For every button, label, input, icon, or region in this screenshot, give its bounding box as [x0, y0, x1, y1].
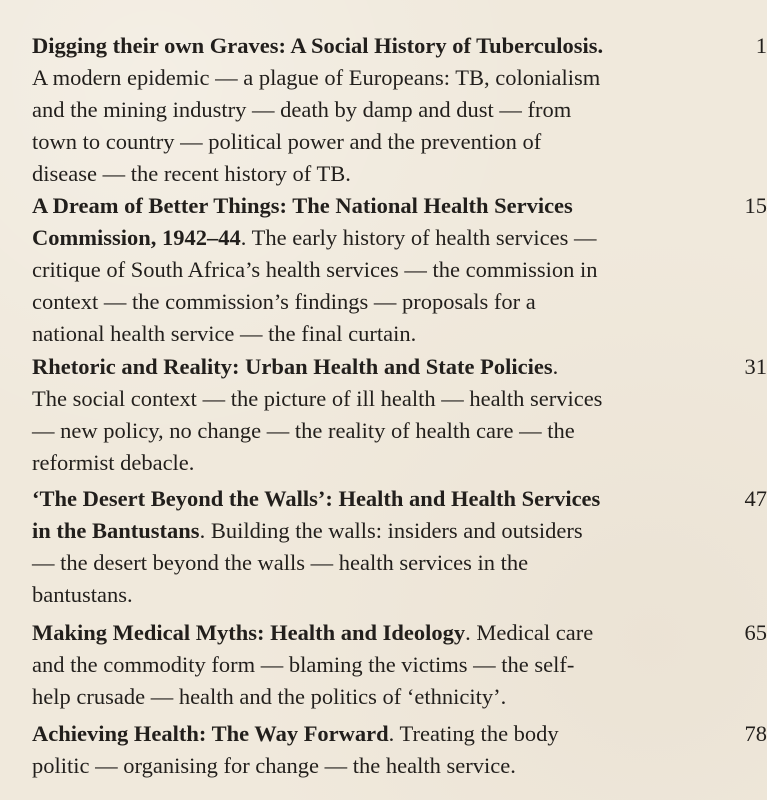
page-number: 15 — [744, 193, 767, 218]
entry-text: . The early history of health services — — [240, 225, 597, 250]
entry-text: critique of South Africa’s health services — the commission in — [32, 257, 598, 282]
toc-entry — [32, 351, 767, 479]
entry-line — [32, 222, 732, 254]
page-number: 1 — [755, 33, 767, 58]
entry-line — [32, 158, 732, 190]
toc-entry — [32, 190, 767, 350]
entry-text: — new policy, no change — the reality of health care — the — [32, 418, 575, 443]
entry-text: and the mining industry — death by damp and dust — from — [32, 97, 572, 122]
entry-text: . Medical care — [465, 620, 594, 645]
entry-line — [32, 254, 732, 286]
toc-entry — [32, 617, 767, 713]
entry-text: . Treating the body — [388, 721, 559, 746]
entry-text: context — the commission’s findings — proposals for a — [32, 289, 536, 314]
entry-line — [32, 750, 732, 782]
entry-line — [32, 94, 732, 126]
entry-text: town to country — political power and the prevention of — [32, 129, 542, 154]
page-number: 31 — [744, 354, 767, 379]
page-number: 47 — [744, 486, 767, 511]
toc-entry — [32, 718, 767, 782]
entry-text: national health service — the final curtain. — [32, 321, 417, 346]
entry-title: A Dream of Better Things: The National Health Services — [32, 193, 573, 218]
entry-line — [32, 681, 732, 713]
entry-title: Achieving Health: The Way Forward — [32, 721, 389, 746]
entry-line — [32, 351, 732, 383]
entry-line — [32, 649, 732, 681]
entry-text: A modern epidemic — a plague of Europeans: TB, colonialism — [32, 65, 601, 90]
entry-text: reformist debacle. — [32, 450, 195, 475]
entry-line — [32, 515, 732, 547]
entry-text: and the commodity form — blaming the victims — the self- — [32, 652, 575, 677]
entry-line — [32, 579, 732, 611]
entry-text: — the desert beyond the walls — health services in the — [32, 550, 529, 575]
entry-text: disease — the recent history of TB. — [32, 161, 351, 186]
entry-text: . Building the walls: insiders and outsiders — [199, 518, 583, 543]
entry-line — [32, 483, 732, 515]
entry-title: ‘The Desert Beyond the Walls’: Health and Health Services — [32, 486, 601, 511]
entry-text: . — [552, 354, 559, 379]
entry-line — [32, 286, 732, 318]
entry-title: Commission, 1942–44 — [32, 225, 241, 250]
page-number: 78 — [744, 721, 767, 746]
toc-entry — [32, 483, 767, 611]
entry-text: help crusade — health and the politics of ‘ethnicity’. — [32, 684, 507, 709]
page-number: 65 — [744, 620, 767, 645]
entry-line — [32, 415, 732, 447]
entry-title: Digging their own Graves: A Social History of Tuberculosis. — [32, 33, 604, 58]
entry-line — [32, 30, 732, 62]
entry-line — [32, 547, 732, 579]
entry-text: bantustans. — [32, 582, 133, 607]
entry-line — [32, 617, 732, 649]
entry-line — [32, 383, 732, 415]
entry-text: politic — organising for change — the health service. — [32, 753, 516, 778]
entry-line — [32, 447, 732, 479]
toc-entry — [32, 30, 767, 190]
entry-line — [32, 62, 732, 94]
entry-text: The social context — the picture of ill health — health services — [32, 386, 603, 411]
entry-title: Making Medical Myths: Health and Ideology — [32, 620, 466, 645]
entry-line — [32, 190, 732, 222]
entry-title: Rhetoric and Reality: Urban Health and State Policies — [32, 354, 553, 379]
entry-line — [32, 318, 732, 350]
entry-line — [32, 718, 732, 750]
entry-title: in the Bantustans — [32, 518, 200, 543]
entry-line — [32, 126, 732, 158]
